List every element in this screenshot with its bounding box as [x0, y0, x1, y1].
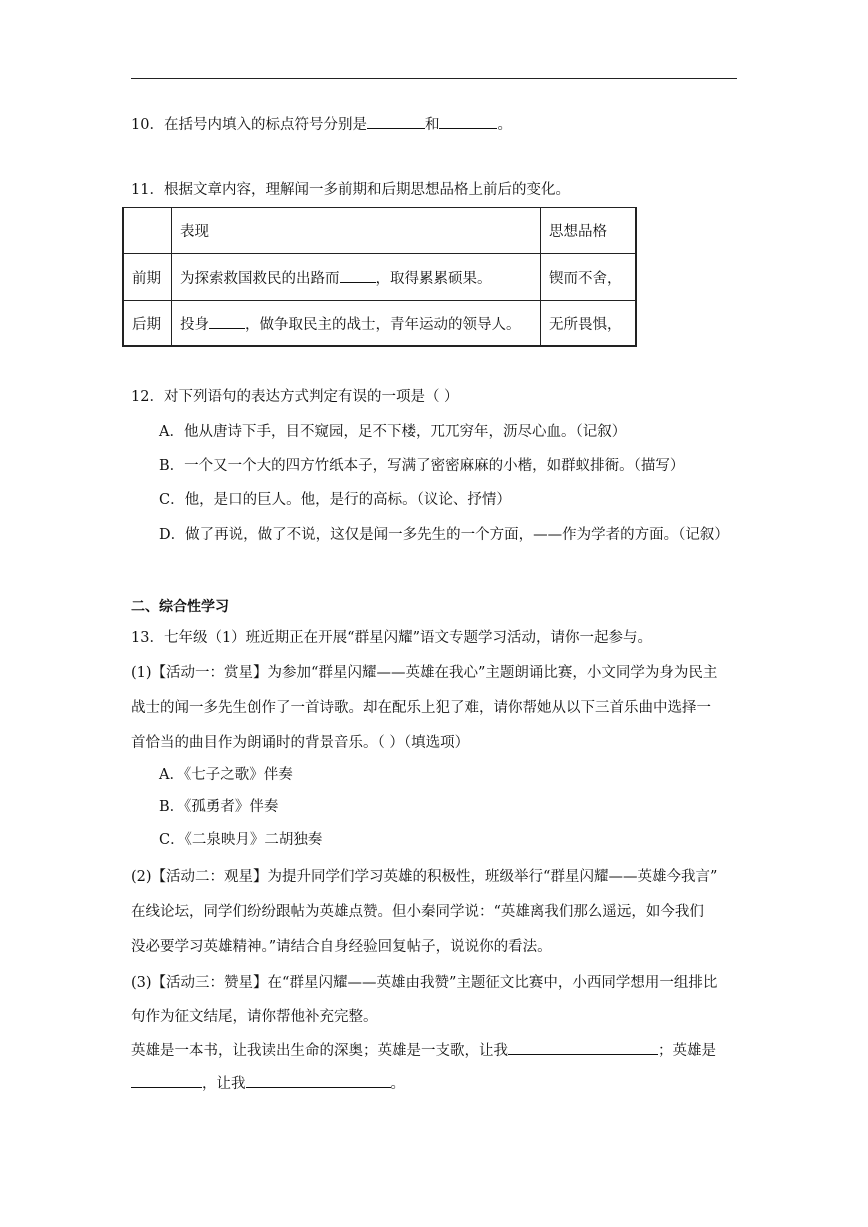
music-option-a[interactable]: A．《七子之歌》伴奏 [159, 767, 293, 783]
table-row [123, 254, 636, 301]
activity-1-line: (1)【活动一：赏星】为参加“群星闪耀——英雄在我心”主题朗诵比赛，小文同学为身为民主 [131, 665, 718, 681]
activity-3-line: (3)【活动三：赞星】在“群星闪耀——英雄由我赞”主题征文比赛中，小西同学想用一组排比 [131, 975, 718, 991]
option-b[interactable]: B．一个又一个大的四方竹纸本子，写满了密密麻麻的小楷，如群蚁排衙。（描写） [159, 458, 685, 474]
answer-blank[interactable] [131, 1073, 202, 1088]
comparison-table [122, 207, 637, 347]
option-a[interactable]: A．他从唐诗下手，目不窥园，足不下楼，兀兀穷年，沥尽心血。（记叙） [159, 424, 627, 440]
trait-cell: 无所畏惧， [541, 301, 637, 347]
table-header-cell: 思想品格 [541, 208, 637, 254]
performance-cell: 为探索救国救民的出路而 ，取得累累硕果。 [172, 254, 541, 301]
answer-blank[interactable] [439, 114, 497, 129]
music-option-b[interactable]: B．《孤勇者》伴奏 [159, 799, 279, 815]
q10-text: 。 [497, 117, 512, 133]
q10-text: 10．在括号内填入的标点符号分别是 [131, 117, 367, 133]
row-label: 后期 [123, 301, 172, 347]
question-13-stem: 13．七年级（1）班近期正在开展“群星闪耀”语文专题学习活动，请你一起参与。 [131, 630, 652, 646]
question-10 [131, 114, 512, 135]
trait-cell: 锲而不舍， [541, 254, 637, 301]
answer-blank[interactable] [340, 268, 376, 283]
table-header-cell: 表现 [172, 208, 541, 254]
table-header-cell [123, 208, 172, 254]
answer-blank[interactable] [508, 1040, 658, 1055]
table-row [123, 301, 636, 347]
activity-3-fill-line: 英雄是一本书，让我读出生命的深奥；英雄是一支歌，让我 ；英雄是 [131, 1040, 716, 1061]
header-rule [131, 78, 737, 79]
q10-text: 和 [424, 117, 440, 133]
section-title: 二、综合性学习 [131, 599, 229, 615]
row-label: 前期 [123, 254, 172, 301]
option-c[interactable]: C．他，是口的巨人。他，是行的高标。（议论、抒情） [159, 492, 511, 508]
activity-2-line: (2)【活动二：观星】为提升同学们学习英雄的积极性，班级举行“群星闪耀——英雄今我言” [131, 869, 718, 885]
table-header-row [123, 208, 636, 254]
question-12-stem: 12．对下列语句的表达方式判定有误的一项是（ ） [131, 389, 459, 405]
activity-3-line: 句作为征文结尾，请你帮他补充完整。 [131, 1009, 378, 1025]
answer-blank[interactable] [246, 1073, 391, 1088]
performance-cell: 投身 ，做争取民主的战士，青年运动的领导人。 [172, 301, 541, 347]
music-option-c[interactable]: C．《二泉映月》二胡独奏 [159, 832, 323, 848]
activity-2-line: 在线论坛，同学们纷纷跟帖为英雄点赞。但小秦同学说：“英雄离我们那么遥远，如今我们 [131, 904, 704, 920]
option-d[interactable]: D．做了再说，做了不说，这仅是闻一多先生的一个方面，——作为学者的方面。（记叙） [159, 527, 729, 543]
activity-2-line: 没必要学习英雄精神。”请结合自身经验回复帖子，说说你的看法。 [131, 939, 552, 955]
activity-1-line: 战士的闻一多先生创作了一首诗歌。却在配乐上犯了难，请你帮她从以下三首乐曲中选择一 [131, 700, 711, 716]
answer-blank[interactable] [209, 314, 245, 329]
activity-1-line: 首恰当的曲目作为朗诵时的背景音乐。（ ）（填选项） [131, 735, 470, 751]
question-11-stem: 11．根据文章内容，理解闻一多前期和后期思想品格上前后的变化。 [131, 182, 570, 198]
activity-3-fill-line: ，让我 。 [131, 1073, 405, 1094]
answer-blank[interactable] [367, 114, 425, 129]
